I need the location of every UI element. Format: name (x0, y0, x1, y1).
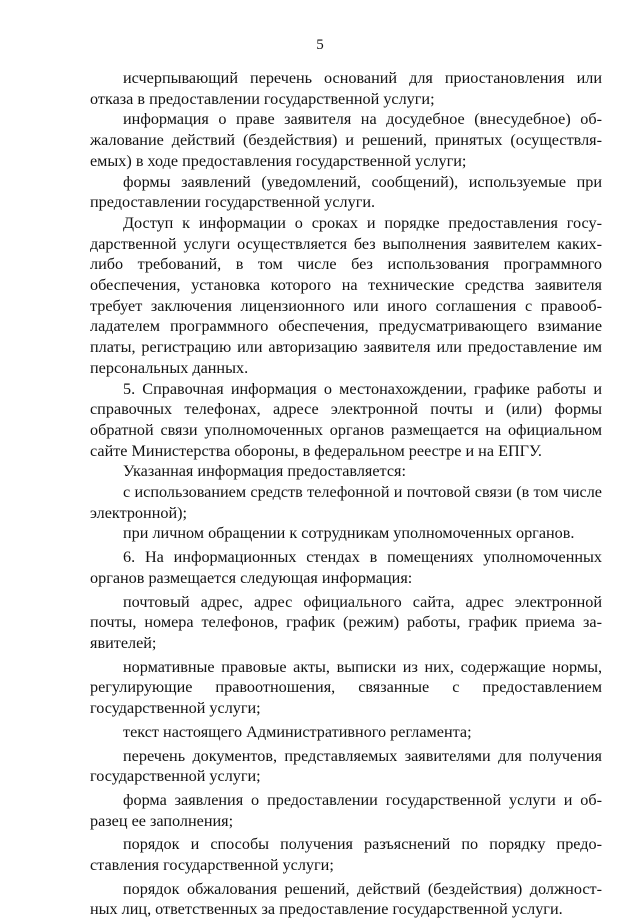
paragraph-clarifications: порядок и способы получения разъяснений по порядку предоставления государственной услуги; (90, 835, 602, 875)
paragraph-postal-address: почтовый адрес, адрес официального сайта, адрес электронной почты, номера телефонов, график (режим) работы, график приема заявителей; (90, 592, 602, 652)
paragraph-appeal-procedure: порядок обжалования решений, действий (бездействия) должностных лиц, ответственных за предоставление государственной услуги. (90, 879, 602, 919)
paragraph-application-forms: формы заявлений (уведомлений, сообщений), используемые при предоставлении государственной услуги. (90, 172, 602, 212)
paragraph-appeal-right: информация о праве заявителя на досудебное (внесудебное) обжалование действий (бездействия) и решений, принятых (осуществляемых) в ходе предоставления государственной услуги; (90, 110, 602, 170)
paragraph-documents-list: перечень документов, представляемых заявителями для получения государственной услуги; (90, 746, 602, 786)
paragraph-regulation-text: текст настоящего Административного регламента; (123, 722, 472, 741)
paragraph-section-5: 5. Справочная информация о местонахождении, графике работы и справочных телефонах, адресе электронной почты и (или) формы обратной связи уполномоченных органов размещается на официальном сайте Министерства обороны, в федеральном реестре и на ЕПГУ. (90, 379, 602, 460)
paragraph-personal-visit: при личном обращении к сотрудникам уполномоченных органов. (123, 524, 575, 543)
paragraph-access-to-information: Доступ к информации о сроках и порядке предоставления государственной услуги осуществляется без выполнения заявителем каких-либо требований, в том числе без использования программного обеспечения, установка которого на технические средства заявителя требует заключения лицензионного или иного соглашения с правообладателем программного обеспечения, предусматривающего взимание платы, регистрацию или авторизацию заявителя или предоставление им персональных данных. (90, 213, 602, 377)
paragraph-application-form-sample: форма заявления о предоставлении государственной услуги и образец ее заполнения; (90, 790, 602, 830)
document-body (90, 68, 602, 920)
paragraph-section-6: 6. На информационных стендах в помещениях уполномоченных органов размещается следующая информация: (90, 548, 602, 587)
paragraph-phone-mail: с использованием средств телефонной и почтовой связи (в том числе электронной); (90, 483, 602, 522)
paragraph-info-provided: Указанная информация предоставляется: (123, 462, 406, 481)
paragraph-suspension-grounds: исчерпывающий перечень оснований для приостановления или отказа в предоставлении государственной услуги; (90, 69, 602, 108)
page-number: 5 (316, 37, 324, 53)
paragraph-normative-acts: нормативные правовые акты, выписки из них, содержащие нормы, регулирующие правоотношения, связанные с предоставлением государственной услуги; (90, 657, 602, 718)
